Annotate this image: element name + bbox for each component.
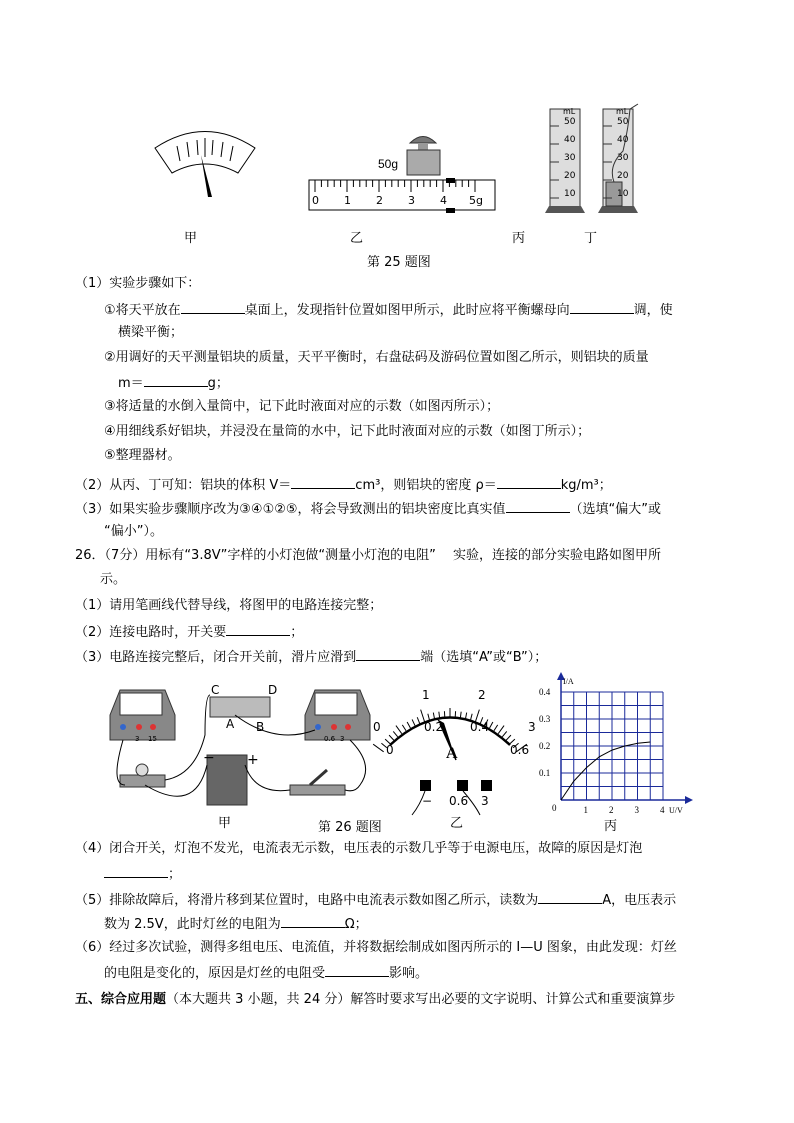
- rheostat-terminal-b: B: [256, 720, 265, 734]
- iu-chart: [535, 675, 695, 820]
- fig25-label-jia: 甲: [184, 231, 198, 246]
- answer-blank[interactable]: [325, 963, 389, 977]
- q25-step2: ②用调好的天平测量铝块的质量，天平平衡时，右盘砝码及游码位置如图乙所示，则铝块的质量: [104, 350, 649, 365]
- iu-curve: [561, 742, 650, 800]
- dial-outer-3: 3: [528, 720, 536, 734]
- dial-inner-06: 0.6: [510, 743, 530, 757]
- fig26-label-bing: 丙: [604, 819, 618, 834]
- cylinder-tick: 20: [564, 171, 576, 181]
- x-tick-label: 2: [609, 805, 614, 815]
- q26-part5: （5）排除故障后，将滑片移到某位置时，电路中电流表示数如图乙所示，读数为 A，电压表示: [75, 890, 676, 910]
- answer-blank[interactable]: [104, 864, 168, 878]
- answer-blank[interactable]: [570, 300, 634, 314]
- answer-blank[interactable]: [291, 475, 355, 489]
- ruler-tick-4: 4: [440, 194, 447, 207]
- q25-step2-cont: m＝ g；: [118, 373, 229, 393]
- battery-positive: +: [247, 752, 259, 768]
- x-tick-label: 1: [583, 805, 588, 815]
- cylinder-tick: 30: [564, 153, 576, 163]
- answer-blank[interactable]: [538, 890, 602, 904]
- q25-step4: ④用细线系好铝块，并浸没在量筒的水中，记下此时液面对应的示数（如图丁所示）；: [104, 424, 591, 439]
- q25-part1-heading: （1）实验步骤如下：: [75, 276, 201, 291]
- cylinder-tick: 10: [564, 189, 576, 199]
- answer-blank[interactable]: [506, 499, 570, 513]
- dial-outer-1: 1: [422, 688, 430, 702]
- q25-part2: （2）从丙、丁可知：铝块的体积 V＝ cm³，则铝块的密度 ρ＝ kg/m³；: [75, 475, 612, 495]
- rheostat-terminal-c: C: [211, 683, 220, 697]
- q25-part3-cont: “偏小”）。: [104, 524, 163, 539]
- terminal-06: 0.6: [449, 794, 469, 808]
- fig25-label-yi: 乙: [350, 231, 364, 246]
- q26-part4: （4）闭合开关，灯泡不发光，电流表无示数，电压表的示数几乎等于电源电压，故障的原因是灯泡: [75, 841, 643, 856]
- fig25-label-ding: 丁: [584, 231, 598, 246]
- answer-blank[interactable]: [144, 373, 208, 387]
- x-axis-arrow: [685, 796, 693, 804]
- q25-step5: ⑤整理器材。: [104, 448, 181, 463]
- q26-part6: （6）经过多次试验，测得多组电压、电流值，并将数据绘制成如图丙所示的 I—U 图象，由此发现：灯丝: [75, 940, 677, 955]
- rheostat-terminal-a: A: [226, 717, 235, 731]
- cylinder-unit: mL: [563, 107, 576, 116]
- q25-part3: （3）如果实验步骤顺序改为③④①②⑤，将会导致测出的铝块密度比真实值 （选填“偏大”或: [75, 499, 661, 519]
- ruler-tick-2: 2: [376, 194, 383, 207]
- cylinder-tick: 40: [617, 135, 629, 145]
- weight-label: 50g: [378, 157, 399, 171]
- fig26-label-jia: 甲: [218, 816, 232, 831]
- dial-inner-02: 0.2: [424, 720, 444, 734]
- battery-negative: −: [203, 750, 215, 766]
- cylinder-unit: mL: [616, 107, 629, 116]
- cylinder-tick: 40: [564, 135, 576, 145]
- answer-blank[interactable]: [281, 914, 345, 928]
- section5-heading: 五、综合应用题（本大题共 3 小题，共 24 分）解答时要求写出必要的文字说明、计算公式和重要演算步: [75, 992, 676, 1007]
- cylinder-tick: 10: [617, 189, 629, 199]
- fig25-caption: 第 25 题图: [367, 255, 431, 270]
- y-tick-label: 0.3: [539, 714, 551, 724]
- y-axis-label: I/A: [563, 677, 574, 686]
- dial-outer-0: 0: [373, 720, 381, 734]
- q26-part4-cont: ；: [104, 864, 181, 884]
- q26-part1: （1）请用笔画线代替导线，将图甲的电路连接完整；: [75, 598, 383, 613]
- ruler-tick-3: 3: [408, 194, 415, 207]
- origin-label: 0: [552, 803, 557, 813]
- q26-part6-cont: 的电阻是变化的，原因是灯丝的电阻受 影响。: [104, 963, 428, 983]
- dial-inner-0: 0: [386, 743, 394, 757]
- ruler-tick-1: 1: [344, 194, 351, 207]
- x-tick-label: 3: [634, 805, 639, 815]
- q25-step1-cont: 横梁平衡；: [118, 325, 184, 340]
- q25-step3: ③将适量的水倒入量筒中，记下此时液面对应的示数（如图丙所示）；: [104, 399, 500, 414]
- cylinder-tick: 30: [617, 153, 629, 163]
- q26-part2: （2）连接电路时，开关要 ；: [75, 622, 303, 642]
- terminal-3: 3: [481, 794, 489, 808]
- cylinder-tick: 50: [564, 117, 576, 127]
- cylinder-tick: 20: [617, 171, 629, 181]
- terminal-neg: −: [422, 794, 433, 808]
- ruler-tick-0: 0: [312, 194, 319, 207]
- x-tick-label: 4: [660, 805, 665, 815]
- y-tick-label: 0.1: [539, 768, 551, 778]
- fig26-label-yi: 乙: [450, 816, 464, 831]
- fig25-label-bing: 丙: [512, 231, 526, 246]
- q26-part3: （3）电路连接完整后，闭合开关前，滑片应滑到 端（选填“A”或“B”）；: [75, 647, 547, 667]
- answer-blank[interactable]: [497, 475, 561, 489]
- circuit-figure-jia: [105, 685, 405, 815]
- voltmeter-terminal-15: 15: [148, 735, 157, 743]
- ammeter-terminal-06: 0.6: [324, 735, 336, 743]
- x-axis-label: U/V: [669, 806, 683, 815]
- rheostat-terminal-d: D: [268, 683, 278, 697]
- q26-part5-cont: 数为 2.5V，此时灯丝的电阻为 Ω；: [104, 914, 368, 934]
- q26-intro-cont: 示。: [100, 572, 127, 587]
- answer-blank[interactable]: [181, 300, 245, 314]
- dial-outer-2: 2: [478, 688, 486, 702]
- y-tick-label: 0.2: [539, 741, 551, 751]
- ammeter-terminal-3: 3: [340, 735, 345, 743]
- voltmeter-terminal-3: 3: [135, 735, 140, 743]
- cylinder-tick: 50: [617, 117, 629, 127]
- y-tick-label: 0.4: [539, 687, 551, 697]
- dial-unit: A: [446, 745, 458, 762]
- fig26-caption: 第 26 题图: [318, 820, 382, 835]
- dial-inner-04: 0.4: [470, 720, 490, 734]
- ruler-tick-5g: 5g: [469, 194, 483, 207]
- balance-pointer-figure: [150, 125, 260, 200]
- q26-intro: 26．（7分）用标有“3.8V”字样的小灯泡做“测量小灯泡的电阻” 实验，连接的部分实验电路如图甲所: [75, 548, 661, 563]
- q25-step1: ①将天平放在 桌面上，发现指针位置如图甲所示，此时应将平衡螺母向 调，使: [104, 300, 673, 320]
- answer-blank[interactable]: [356, 647, 420, 661]
- answer-blank[interactable]: [226, 622, 290, 636]
